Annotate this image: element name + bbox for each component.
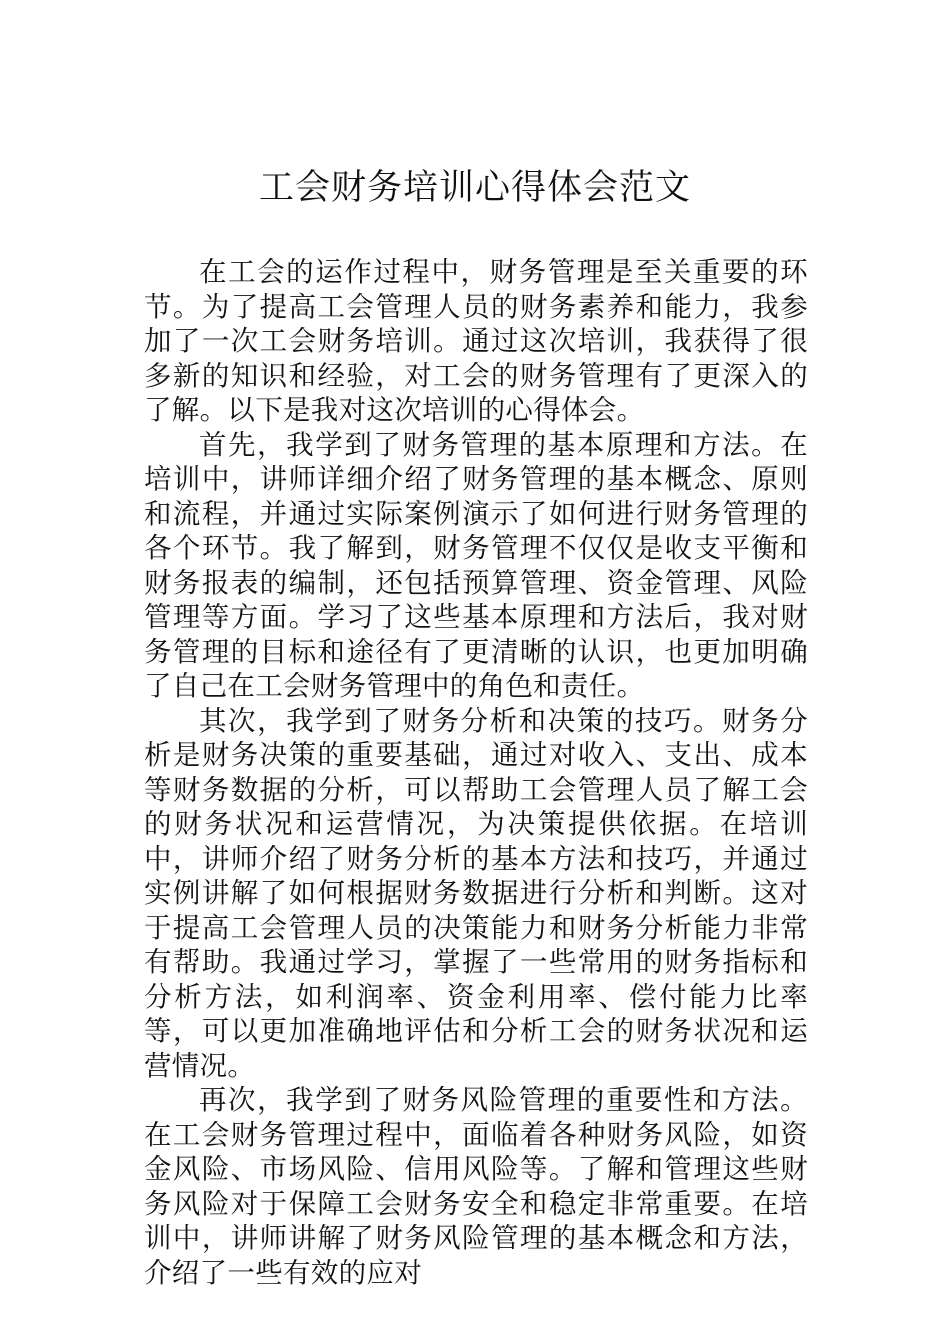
document-body — [144, 255, 808, 1290]
paragraph-third: 再次，我学到了财务风险管理的重要性和方法。在工会财务管理过程中，面临着各种财务风险，如资金风险、市场风险、信用风险等。了解和管理这些财务风险对于保障工会财务安全和稳定非常重要。在培训中，讲师讲解了财务风险管理的基本概念和方法，介绍了一些有效的应对 — [144, 1084, 808, 1289]
paragraph-intro: 在工会的运作过程中，财务管理是至关重要的环节。为了提高工会管理人员的财务素养和能力，我参加了一次工会财务培训。通过这次培训，我获得了很多新的知识和经验，对工会的财务管理有了更深入的了解。以下是我对这次培训的心得体会。 — [144, 256, 808, 426]
document-title: 工会财务培训心得体会范文 — [258, 168, 691, 208]
paragraph-first: 首先，我学到了财务管理的基本原理和方法。在培训中，讲师详细介绍了财务管理的基本概念、原则和流程，并通过实际案例演示了如何进行财务管理的各个环节。我了解到，财务管理不仅仅是收支平衡和财务报表的编制，还包括预算管理、资金管理、风险管理等方面。学习了这些基本原理和方法后，我对财务管理的目标和途径有了更清晰的认识，也更加明确了自己在工会财务管理中的角色和责任。 — [144, 428, 808, 702]
paragraph-second: 其次，我学到了财务分析和决策的技巧。财务分析是财务决策的重要基础，通过对收入、支出、成本等财务数据的分析，可以帮助工会管理人员了解工会的财务状况和运营情况，为决策提供依据。在培训中，讲师介绍了财务分析的基本方法和技巧，并通过实例讲解了如何根据财务数据进行分析和判断。这对于提高工会管理人员的决策能力和财务分析能力非常有帮助。我通过学习，掌握了一些常用的财务指标和分析方法，如利润率、资金利用率、偿付能力比率等，可以更加准确地评估和分析工会的财务状况和运营情况。 — [144, 704, 808, 1082]
